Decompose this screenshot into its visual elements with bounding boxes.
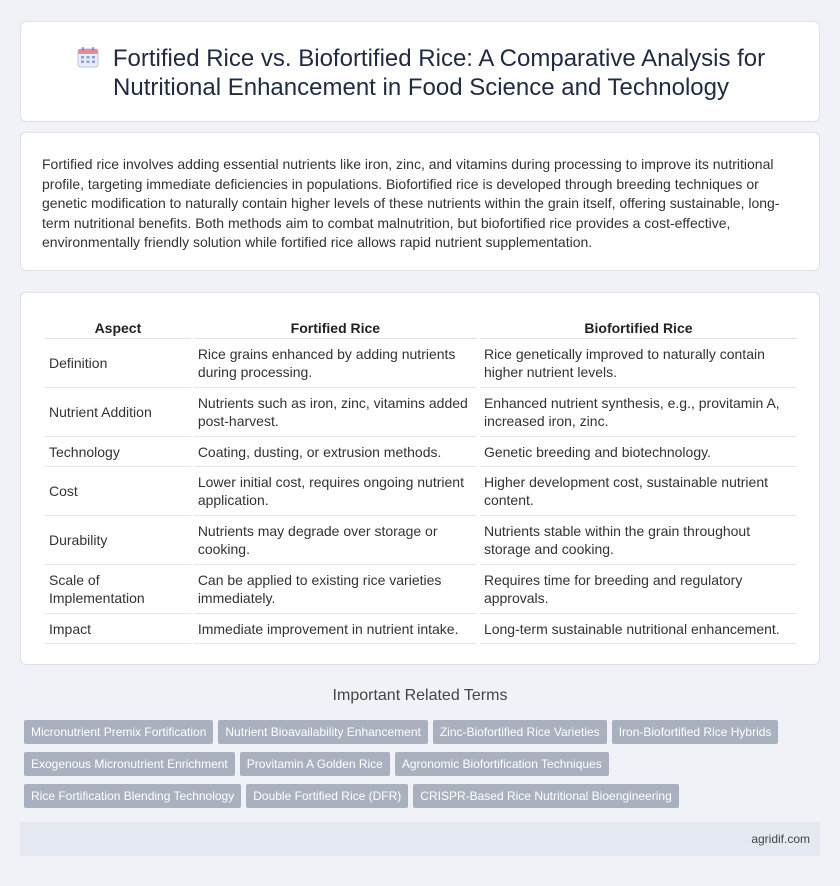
- related-term-tag[interactable]: Micronutrient Premix Fortification: [24, 720, 213, 744]
- related-terms-heading: Important Related Terms: [332, 687, 508, 704]
- table-row: [45, 565, 797, 614]
- related-term-tag[interactable]: Double Fortified Rice (DFR): [246, 784, 408, 808]
- table-row: [45, 467, 797, 516]
- footer-site-link[interactable]: agridif.com: [751, 832, 810, 846]
- cell-biofortified: Long-term sustainable nutritional enhancement.: [480, 614, 797, 644]
- table-row: [45, 437, 797, 467]
- cell-biofortified: Requires time for breeding and regulatory approvals.: [480, 565, 797, 614]
- cell-aspect: Scale of Implementation: [45, 565, 191, 614]
- title-wrap: [21, 44, 821, 102]
- related-term-tag[interactable]: Iron-Biofortified Rice Hybrids: [612, 720, 779, 744]
- related-term-tag[interactable]: Agronomic Biofortification Techniques: [395, 752, 609, 776]
- related-term-tag[interactable]: Exogenous Micronutrient Enrichment: [24, 752, 235, 776]
- cell-aspect: Durability: [45, 516, 191, 565]
- cell-aspect: Impact: [45, 614, 191, 644]
- cell-biofortified: Rice genetically improved to naturally contain higher nutrient levels.: [480, 339, 797, 388]
- cell-biofortified: Enhanced nutrient synthesis, e.g., provitamin A, increased iron, zinc.: [480, 388, 797, 437]
- tag-row: [24, 720, 824, 752]
- comparison-table: [42, 317, 800, 644]
- comparison-card: [20, 292, 820, 665]
- cell-fortified: Coating, dusting, or extrusion methods.: [194, 437, 477, 467]
- header-fortified: Fortified Rice: [194, 317, 477, 339]
- table-row: [45, 388, 797, 437]
- cell-aspect: Definition: [45, 339, 191, 388]
- cell-biofortified: Genetic breeding and biotechnology.: [480, 437, 797, 467]
- related-term-tag[interactable]: Nutrient Bioavailability Enhancement: [218, 720, 427, 744]
- cell-biofortified: Higher development cost, sustainable nutrient content.: [480, 467, 797, 516]
- table-row: [45, 516, 797, 565]
- table-row: [45, 339, 797, 388]
- related-term-tag[interactable]: Rice Fortification Blending Technology: [24, 784, 241, 808]
- cell-fortified: Can be applied to existing rice varieties immediately.: [194, 565, 477, 614]
- cell-aspect: Technology: [45, 437, 191, 467]
- page-title: Fortified Rice vs. Biofortified Rice: A Comparative Analysis for Nutritional Enhancement in Food Science and Technology: [112, 45, 766, 101]
- intro-paragraph: Fortified rice involves adding essential nutrients like iron, zinc, and vitamins during processing to improve its nutritional profile, targeting immediate deficiencies in populations. Biofortified rice is developed through breeding techniques or genetic modification to naturally contain higher levels of these nutrients within the grain itself, offering sustainable, long-term nutritional benefits. Both methods aim to combat malnutrition, but biofortified rice provides a cost-effective, environmentally friendly solution while fortified rice allows rapid nutrient supplementation.: [42, 156, 780, 251]
- header-biofortified: Biofortified Rice: [480, 317, 797, 339]
- calendar-icon: [77, 46, 99, 68]
- cell-aspect: Nutrient Addition: [45, 388, 191, 437]
- title-card: [20, 21, 820, 122]
- cell-biofortified: Nutrients stable within the grain throughout storage and cooking.: [480, 516, 797, 565]
- cell-fortified: Lower initial cost, requires ongoing nutrient application.: [194, 467, 477, 516]
- table-row: [45, 614, 797, 644]
- cell-fortified: Rice grains enhanced by adding nutrients during processing.: [194, 339, 477, 388]
- cell-fortified: Nutrients such as iron, zinc, vitamins added post-harvest.: [194, 388, 477, 437]
- table-header-row: [45, 317, 797, 339]
- header-aspect: Aspect: [45, 317, 191, 339]
- related-term-tag[interactable]: Zinc-Biofortified Rice Varieties: [433, 720, 607, 744]
- related-term-tag[interactable]: Provitamin A Golden Rice: [240, 752, 390, 776]
- cell-aspect: Cost: [45, 467, 191, 516]
- tag-row: [24, 752, 824, 784]
- related-terms-tags: [24, 720, 824, 816]
- intro-card: [20, 132, 820, 271]
- tag-row: [24, 784, 824, 816]
- related-term-tag[interactable]: CRISPR-Based Rice Nutritional Bioengineering: [413, 784, 678, 808]
- cell-fortified: Nutrients may degrade over storage or cooking.: [194, 516, 477, 565]
- cell-fortified: Immediate improvement in nutrient intake.: [194, 614, 477, 644]
- footer: [20, 822, 820, 856]
